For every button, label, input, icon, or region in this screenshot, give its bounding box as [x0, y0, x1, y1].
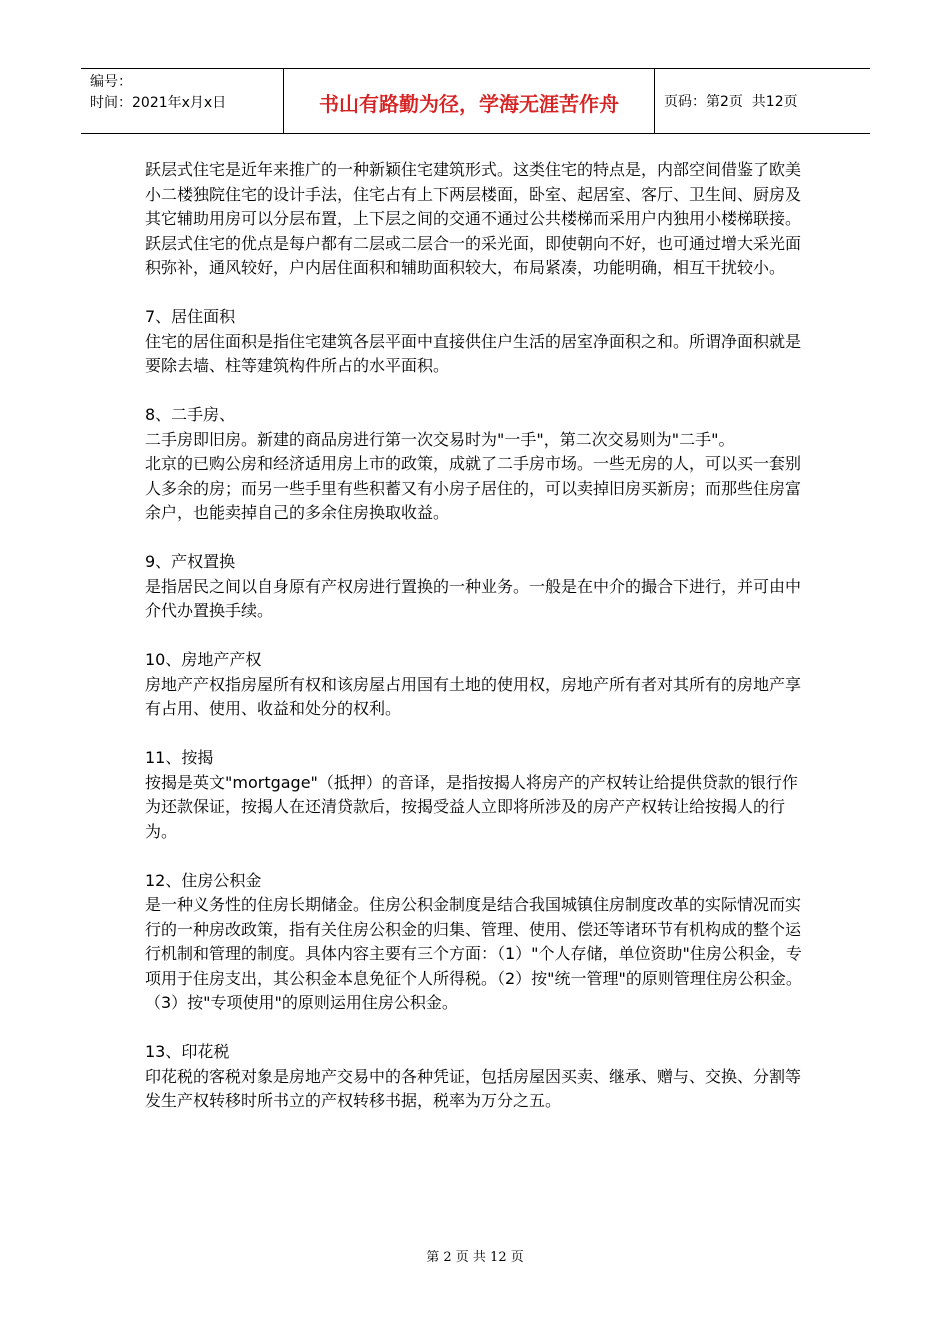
page-footer: 第 2 页 共 12 页 — [426, 1250, 524, 1265]
section-title: 10、房地产产权 — [145, 650, 262, 669]
section-title: 7、居住面积 — [145, 307, 236, 326]
section-paragraph: 北京的已购公房和经济适用房上市的政策，成就了二手房市场。一些无房的人，可以买一套别人多余的房；而另一些手里有些积蓄又有小房子居住的，可以卖掉旧房买新房；而那些住房富余户，也能卖掉自己的多余住房换取收益。 — [145, 454, 802, 522]
section — [145, 869, 805, 1016]
section — [145, 305, 805, 379]
header-meta — [81, 69, 283, 133]
section — [145, 1040, 805, 1114]
section-paragraph: 是一种义务性的住房长期储金。住房公积金制度是结合我国城镇住房制度改革的实际情况而实行的一种房改政策，指有关住房公积金的归集、管理、使用、偿还等诸环节有机构成的整个运行机制和管理的制度。具体内容主要有三个方面：（1）"个人存储，单位资助"住房公积金，专项用于住房支出，其公积金本息免征个人所得税。（2）按"统一管理"的原则管理住房公积金。（3）按"专项使用"的原则运用住房公积金。 — [145, 895, 802, 1012]
section-paragraph: 房地产产权指房屋所有权和该房屋占用国有土地的使用权，房地产所有者对其所有的房地产享有占用、使用、收益和处分的权利。 — [145, 674, 802, 718]
header-page-info: 页码：第2页 共12页 — [664, 94, 798, 110]
section-title: 13、印花税 — [145, 1042, 230, 1061]
header-divider — [654, 69, 655, 133]
section — [145, 648, 805, 722]
section-paragraph: 住宅的居住面积是指住宅建筑各层平面中直接供住户生活的居室净面积之和。所谓净面积就是要除去墙、柱等建筑构件所占的水平面积。 — [145, 331, 802, 375]
section — [145, 746, 805, 844]
section-title: 11、按揭 — [145, 748, 214, 767]
section-paragraph: 按揭是英文"mortgage"（抵押）的音译，是指按揭人将房产的产权转让给提供贷款的银行作为还款保证，按揭人在还清贷款后，按揭受益人立即将所涉及的房产产权转让给按揭人的行为。 — [145, 772, 798, 841]
section-title: 12、住房公积金 — [145, 870, 262, 890]
section-paragraph: 是指居民之间以自身原有产权房进行置换的一种业务。一般是在中介的撮合下进行，并可由中介代办置换手续。 — [145, 576, 802, 620]
section-paragraph: 二手房即旧房。新建的商品房进行第一次交易时为"一手"，第二次交易则为"二手"。 — [145, 429, 735, 449]
document-time-label: 时间：2021年x月x日 — [90, 95, 227, 111]
section-paragraph: 印花税的客税对象是房地产交易中的各种凭证，包括房屋因买卖、继承、赠与、交换、分割等发生产权转移时所书立的产权转移书据，税率为万分之五。 — [145, 1066, 802, 1110]
section — [145, 403, 805, 526]
header-motto: 书山有路勤为径，学海无涯苦作舟 — [319, 91, 619, 116]
sections-container — [145, 305, 805, 1114]
section-title: 8、二手房、 — [145, 405, 236, 424]
intro-paragraph: 跃层式住宅是近年来推广的一种新颖住宅建筑形式。这类住宅的特点是，内部空间借鉴了欧美小二楼独院住宅的设计手法，住宅占有上下两层楼面，卧室、起居室、客厅、卫生间、厨房及其它辅助用房可以分层布置，上下层之间的交通不通过公共楼梯而采用户内独用小楼梯联接。跃层式住宅的优点是每户都有二层或二层合一的采光面，即使朝向不好，也可通过增大采光面积弥补，通风较好，户内居住面积和辅助面积较大，布局紧凑，功能明确，相互干扰较小。 — [145, 160, 802, 277]
page-header — [81, 68, 870, 134]
document-number-label: 编号： — [90, 74, 132, 90]
document-body — [145, 158, 805, 1114]
section — [145, 550, 805, 624]
section-title: 9、产权置换 — [145, 552, 236, 571]
